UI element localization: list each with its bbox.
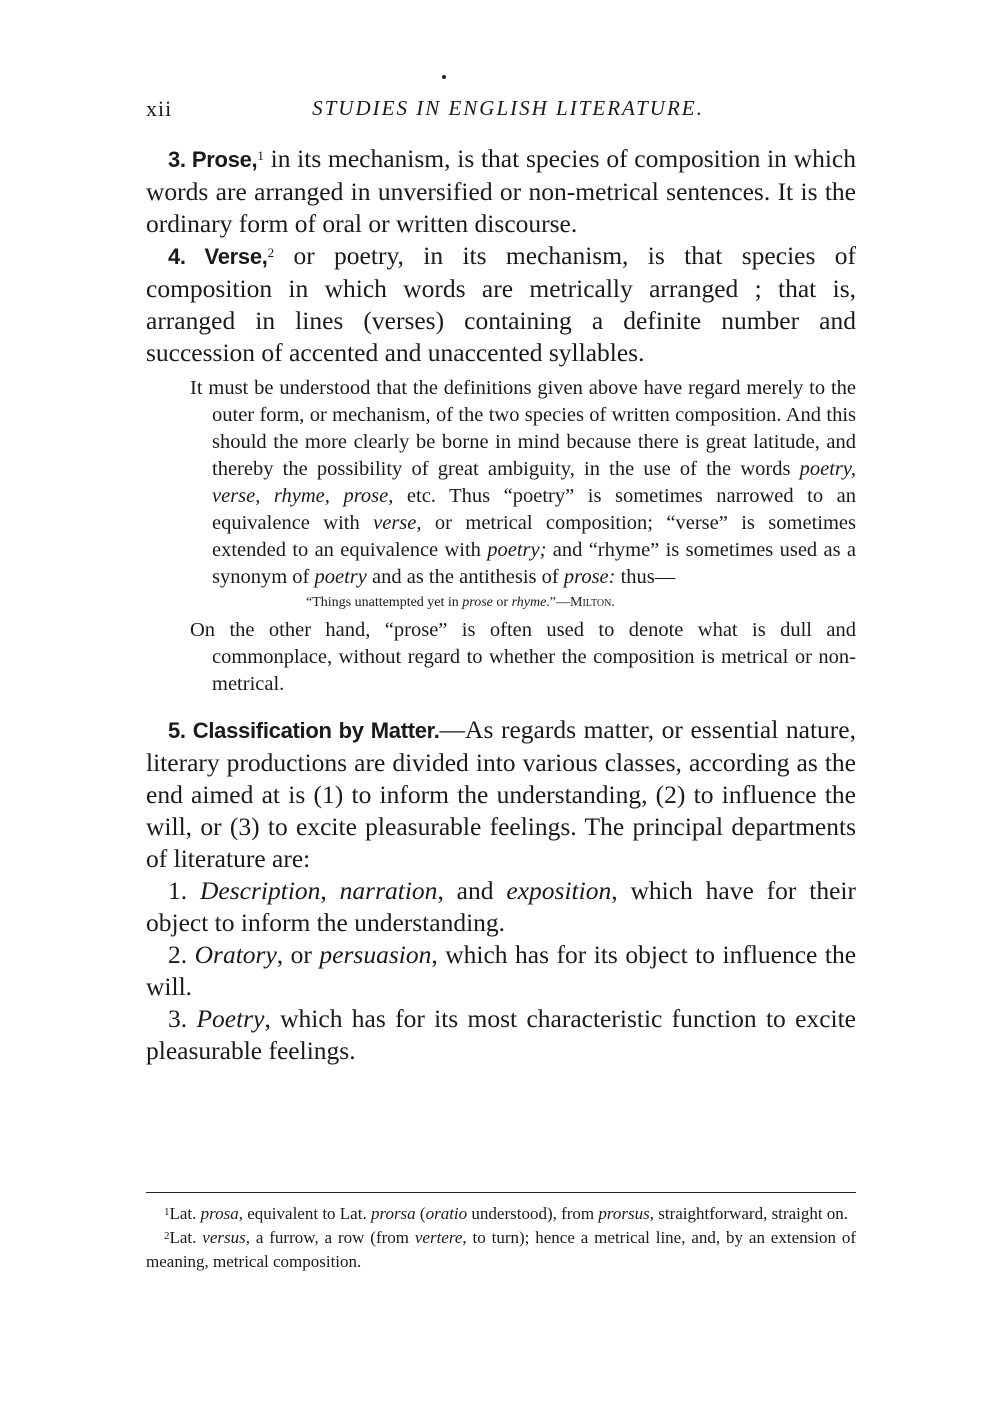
section-4-heading: 4. Verse,: [168, 244, 268, 269]
list-term: Description: [200, 876, 321, 905]
footnote-text: , straightforward, straight on.: [649, 1204, 849, 1223]
list-number: 3.: [168, 1004, 197, 1033]
footnote-italic: vertere: [414, 1228, 463, 1247]
quote-text: or: [492, 595, 512, 610]
section-4-verse: [146, 240, 856, 369]
milton-quote: [146, 593, 856, 613]
list-item-3: [146, 1003, 856, 1067]
footnote-marker: 1: [164, 1206, 170, 1218]
quote-italic: prose: [462, 595, 493, 610]
note-text: It must be understood that the definitions given above have regard merely to the outer form, or mechanism, of the two species of written composition. And this should the more clearly be borne in mind because there is great latitude, and thereby the possibility of great ambiguity, in the use of the words: [190, 377, 856, 480]
quote-italic: rhyme: [511, 595, 547, 610]
note-italic-poetry: poetry: [314, 566, 367, 588]
section-4-text: or poetry, in its mechanism, is that species of composition in which words are metrically arranged ; that is, arranged in lines (verses) containing a definite number and succession of accented and unaccented syllables.: [146, 241, 856, 367]
note-text: or metrical composition; “verse” is sometimes extended to an equivalence with: [212, 512, 856, 561]
footnote-1: [146, 1202, 856, 1226]
list-term: narration: [339, 876, 438, 905]
list-sep: , and: [437, 876, 507, 905]
footnote-text: Lat.: [169, 1228, 203, 1247]
footnote-text: , a furrow, a row (from: [245, 1228, 415, 1247]
page-body: [146, 143, 856, 1067]
footnote-text: , to turn); hence a metrical line, and, by an extension of meaning, metrical composition.: [146, 1228, 856, 1271]
note-paragraph-2: On the other hand, “prose” is often used to denote what is dull and commonplace, without regard to whether the composition is metrical or non-metrical.: [190, 619, 856, 695]
footnote-italic: prosa: [200, 1204, 239, 1223]
list-number: 1.: [168, 876, 200, 905]
note-text: and “rhyme” is sometimes used as a synonym of: [212, 539, 857, 588]
list-text: , which have for their object to inform the understanding.: [146, 876, 857, 937]
section-3-prose: [146, 143, 856, 240]
note-italic-prose: prose:: [563, 566, 616, 588]
footnote-text: (: [415, 1204, 426, 1223]
list-item-1: [146, 875, 856, 939]
list-text: , which has for its object to influence the will.: [146, 940, 857, 1001]
footnote-text: Lat.: [169, 1204, 201, 1223]
section-5-text: —As regards matter, or essential nature, literary productions are divided into various classes, according as the end aimed at is (1) to inform the understanding, (2) to influence the will, or (3) to excite pleasurable feelings. The principal departments of literature are:: [146, 715, 856, 873]
list-term: Oratory: [194, 940, 277, 969]
section-5-classification: [146, 714, 856, 875]
section-3-text: in its mechanism, is that species of composition in which words are arranged in unversified or non-metrical sentences. It is the ordinary form of oral or written discourse.: [146, 144, 856, 238]
quote-text: “Things unattempted yet in: [306, 595, 463, 610]
section-5-heading: 5. Classification by Matter.: [168, 718, 440, 743]
footnote-ref-1[interactable]: 1: [257, 148, 264, 163]
footnote-ref-2[interactable]: 2: [267, 245, 275, 260]
footnote-italic: oratio: [425, 1204, 468, 1223]
footnote-marker: 2: [164, 1230, 170, 1242]
footnotes: [146, 1202, 856, 1274]
footnote-italic: versus: [202, 1228, 246, 1247]
quote-text: .”—: [546, 595, 571, 610]
page-number: xii: [146, 96, 173, 121]
note-text: etc. Thus “poetry” is sometimes narrowed to an equivalence with: [212, 485, 857, 534]
running-title: STUDIES IN ENGLISH LITERATURE.: [312, 96, 704, 120]
footnote-italic: prorsus: [598, 1204, 650, 1223]
note-text: and as the antithesis of: [366, 566, 564, 588]
note-italic-terms: poetry, verse, rhyme, prose,: [212, 458, 856, 507]
footnote-rule: [146, 1192, 856, 1193]
list-sep: , or: [276, 940, 320, 969]
note-text: thus—: [615, 566, 676, 588]
section-3-heading: 3. Prose,: [168, 147, 258, 172]
footnote-text: , equivalent to Lat.: [238, 1204, 371, 1223]
list-item-2: [146, 939, 856, 1003]
quote-author: Milton.: [570, 595, 615, 610]
note-italic-verse: verse,: [373, 512, 422, 534]
list-term: Poetry: [196, 1004, 265, 1033]
print-speck: [442, 75, 446, 79]
list-term: persuasion: [319, 940, 432, 969]
footnote-2: [146, 1226, 856, 1274]
footnote-italic: prorsa: [370, 1204, 416, 1223]
note-paragraph-1: [146, 375, 856, 591]
list-sep: ,: [320, 876, 340, 905]
footnote-text: understood), from: [467, 1204, 599, 1223]
note-italic-poetry: poetry;: [487, 539, 547, 561]
list-term: exposition: [506, 876, 612, 905]
list-text: , which has for its most characteristic function to excite pleasurable feelings.: [146, 1004, 857, 1065]
list-number: 2.: [168, 940, 195, 969]
page-header: [146, 96, 854, 130]
